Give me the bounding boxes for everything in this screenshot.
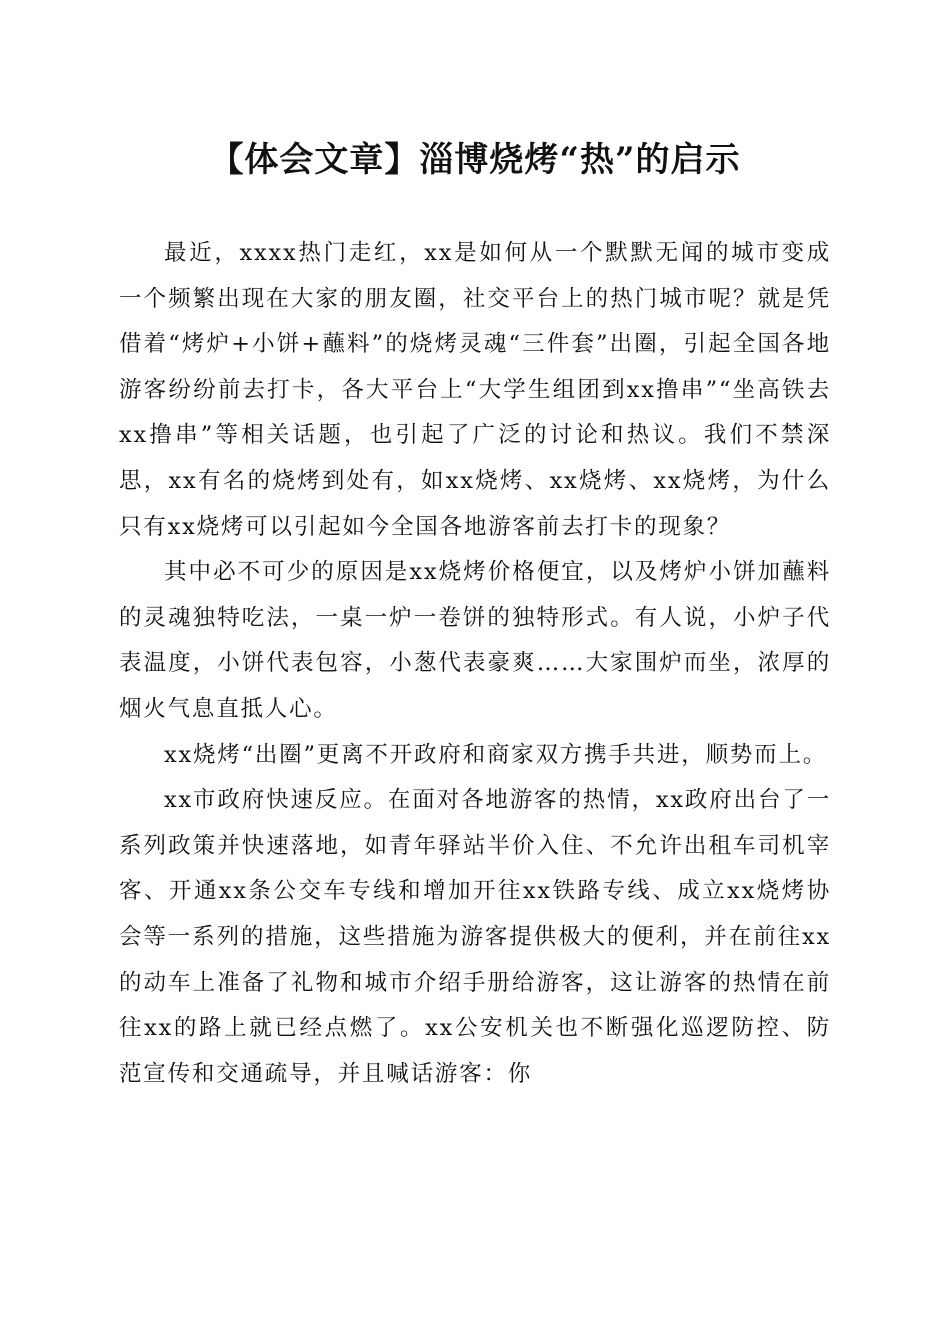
paragraph-reasons: 其中必不可少的原因是xx烧烤价格便宜，以及烤炉小饼加蘸料的灵魂独特吃法，一桌一炉一卷饼的独特形式。有人说，小炉子代表温度，小饼代表包容，小葱代表豪爽……大家围炉而坐，浓厚的烟火气息直抵人心。 (119, 559, 831, 722)
paragraph-government: xx市政府快速反应。在面对各地游客的热情，xx政府出台了一系列政策并快速落地，如青年驿站半价入住、不允许出租车司机宰客、开通xx条公交车专线和增加开往xx铁路专线、成立xx烧烤协会等一系列的措施，这些措施为游客提供极大的便利，并在前往xx的动车上准备了礼物和城市介绍手册给游客，这让游客的热情在前往xx的路上就已经点燃了。xx公安机关也不断强化巡逻防控、防范宣传和交通疏导，并且喊话游客：你 (119, 787, 831, 1087)
document-title: 【体会文章】淄博烧烤“热”的启示 (209, 140, 741, 180)
paragraph-cooperation: xx烧烤“出圈”更离不开政府和商家双方携手共进，顺势而上。 (164, 741, 828, 768)
paragraph-intro: 最近，xxxx热门走红，xx是如何从一个默默无闻的城市变成一个频繁出现在大家的朋友圈，社交平台上的热门城市呢？就是凭借着“烤炉+小饼+蘸料”的烧烤灵魂“三件套”出圈，引起全国各地游客纷纷前去打卡，各大平台上“大学生组团到xx撸串”“坐高铁去xx撸串”等相关话题，也引起了广泛的讨论和热议。我们不禁深思，xx有名的烧烤到处有，如xx烧烤、xx烧烤、xx烧烤，为什么只有xx烧烤可以引起如今全国各地游客前去打卡的现象？ (119, 240, 831, 540)
document-body (119, 231, 831, 1097)
